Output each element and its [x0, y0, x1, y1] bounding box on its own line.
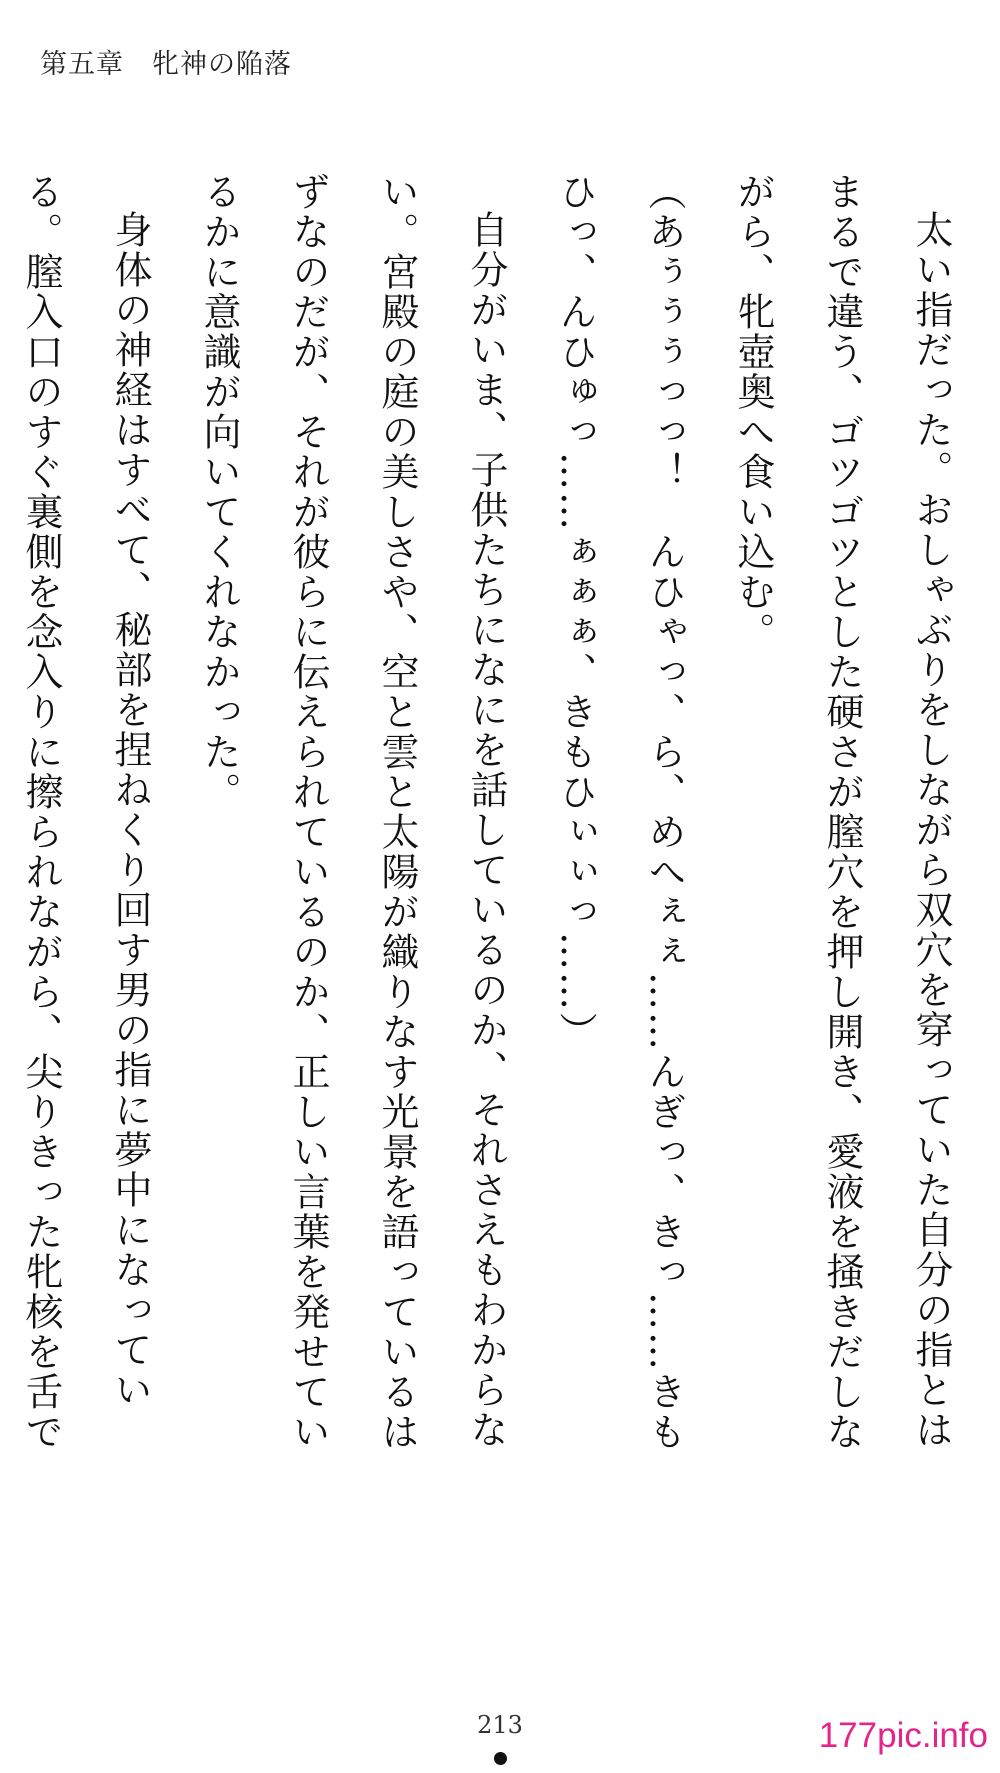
running-header: 第五章 牝神の陥落	[40, 49, 292, 80]
paragraph: 自分がいま、子供たちになにを話しているのか、それさえもわからない。宮殿の庭の美しさや、空と雲と太陽が織りなす光景を語っているはずなのだが、それが彼らに伝えられているのか、正しい言葉を発せているかに意識が向いてくれなかった。	[197, 172, 508, 1452]
page-number: 213	[477, 1711, 523, 1739]
paragraph: 身体の神経はすべて、秘部を捏ねくり回す男の指に夢中になっている。膣入口のすぐ裏側を念入りに擦られながら、尖りきった牝核を舌で	[19, 172, 152, 1452]
paragraph-inner-voice: （あぅぅぅっっ！ んひゃっ、ら、めへぇぇ……んぎっ、きっ……きもひっ、んひゅっ……ぁぁぁ、きもひぃぃっ……）	[553, 172, 686, 1452]
watermark: 177pic.info	[818, 1716, 988, 1755]
body-text	[19, 172, 975, 1482]
page-marker-dot	[494, 1752, 507, 1765]
paragraph: 太い指だった。おしゃぶりをしながら双穴を穿っていた自分の指とはまるで違う、ゴツゴツとした硬さが膣穴を押し開き、愛液を掻きだしながら、牝壺奥へ食い込む。	[731, 172, 953, 1452]
